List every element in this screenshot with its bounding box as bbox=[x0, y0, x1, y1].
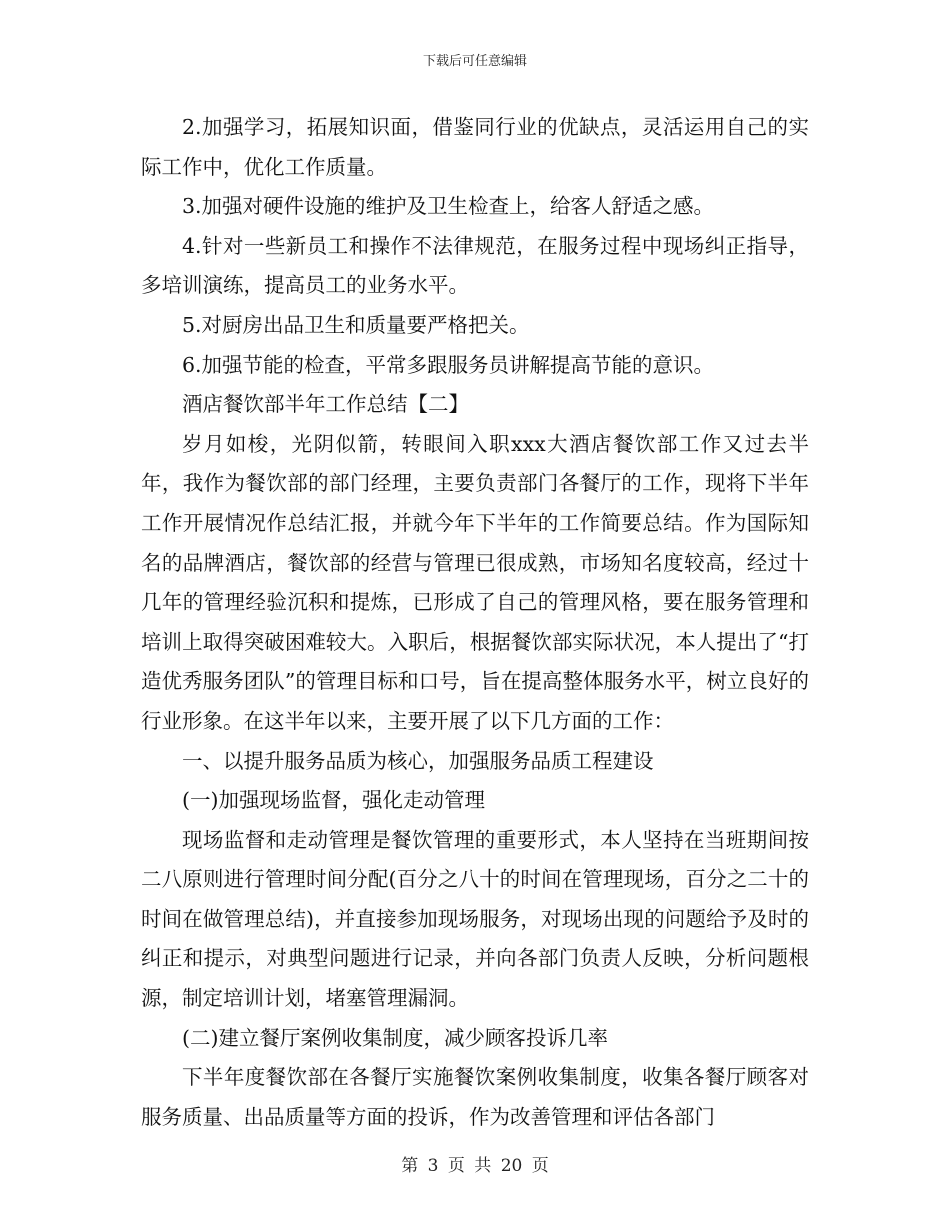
paragraph: 5.对厨房出品卫生和质量要严格把关。 bbox=[182, 312, 530, 337]
paragraph: 6.加强节能的检查，平常多跟服务员讲解提高节能的意识。 bbox=[182, 352, 715, 377]
paragraph: 岁月如梭，光阴似箭，转眼间入职xxx大酒店餐饮部工作又过去半年，我作为餐饮部的部门经理，主要负责部门各餐厅的工作，现将下半年工作开展情况作总结汇报，并就今年下半年的工作简要总结。作为国际知名的品牌酒店，餐饮部的经营与管理已很成熟，市场知名度较高，经过十几年的管理经验沉积和提炼，已形成了自己的管理风格，要在服务管理和培训上取得突破困难较大。入职后，根据餐饮部实际状况，本人提出了“打造优秀服务团队”的管理目标和口号，旨在提高整体服务水平，树立良好的行业形象。在这半年以来，主要开展了以下几方面的工作： bbox=[141, 431, 809, 733]
document-body bbox=[141, 108, 809, 1137]
section-title: 酒店餐饮部半年工作总结【二】 bbox=[182, 392, 469, 417]
section-heading: 一、以提升服务品质为核心，加强服务品质工程建设 bbox=[182, 748, 654, 773]
paragraph: 现场监督和走动管理是餐饮管理的重要形式，本人坚持在当班期间按二八原则进行管理时间分配(百分之八十的时间在管理现场，百分之二十的时间在做管理总结)，并直接参加现场服务，对现场出现的问题给予及时的纠正和提示，对典型问题进行记录，并向各部门负责人反映，分析问题根源，制定培训计划，堵塞管理漏洞。 bbox=[141, 827, 809, 1011]
subsection-heading: (一)加强现场监督，强化走动管理 bbox=[182, 788, 485, 813]
paragraph: 下半年度餐饮部在各餐厅实施餐饮案例收集制度，收集各餐厅顾客对服务质量、出品质量等方面的投诉，作为改善管理和评估各部门 bbox=[141, 1065, 809, 1129]
paragraph: 2.加强学习，拓展知识面，借鉴同行业的优缺点，灵活运用自己的实际工作中，优化工作质量。 bbox=[141, 115, 809, 179]
page-number: 第 3 页 共 20 页 bbox=[401, 1156, 549, 1176]
page-header-note: 下载后可任意编辑 bbox=[422, 54, 527, 69]
paragraph: 4.针对一些新员工和操作不法律规范，在服务过程中现场纠正指导，多培训演练，提高员工的业务水平。 bbox=[141, 233, 809, 298]
paragraph: 3.加强对硬件设施的维护及卫生检查上，给客人舒适之感。 bbox=[182, 194, 715, 219]
subsection-heading: (二)建立餐厅案例收集制度，减少顾客投诉几率 bbox=[182, 1025, 608, 1050]
